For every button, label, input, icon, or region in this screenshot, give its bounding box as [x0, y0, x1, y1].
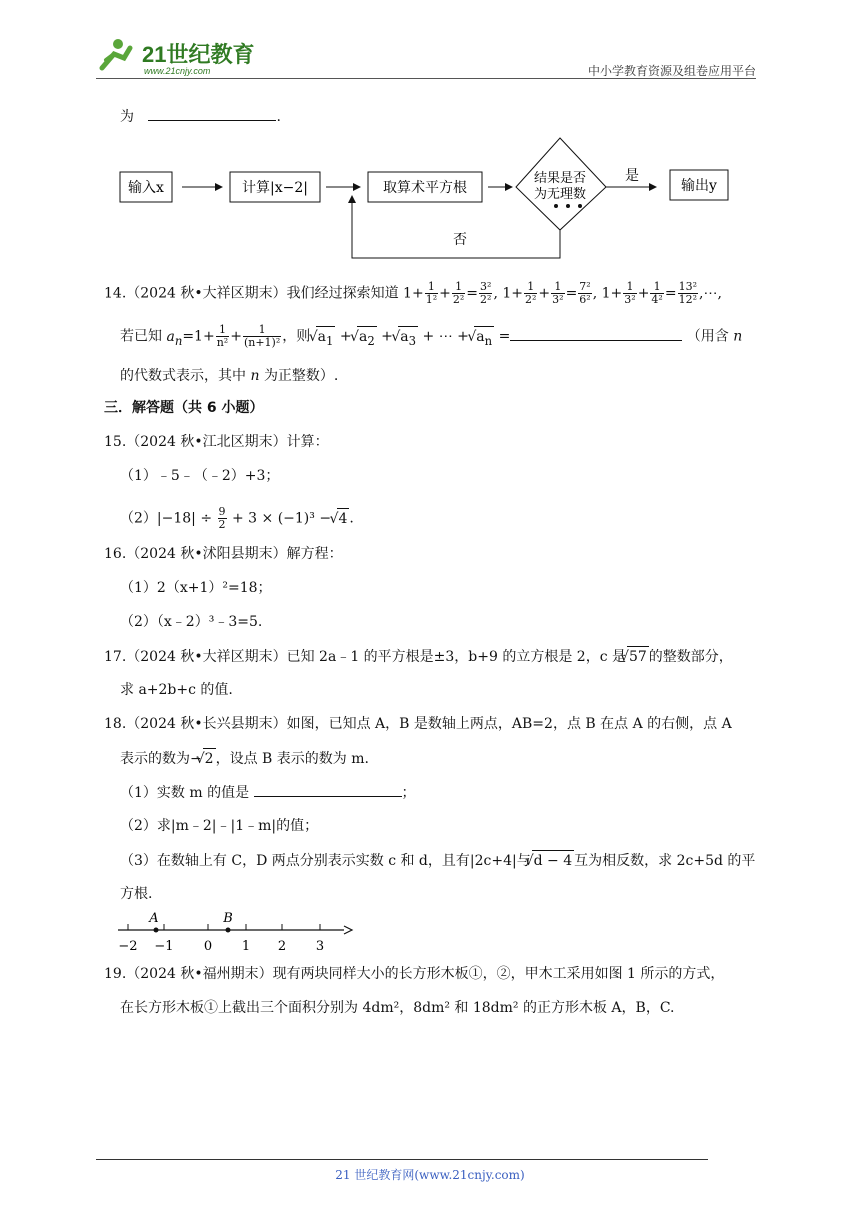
q13-answer-blank[interactable] [148, 106, 276, 121]
tick-label-neg2: −2 [118, 939, 138, 954]
q16-part2: （2）（x﹣2）³﹣3=5. [120, 614, 263, 630]
flow-yes-label: 是 [625, 168, 639, 184]
q19-line1: 19.（2024 秋•福州期末）现有两块同样大小的长方形木板①，②，甲木工采用如图 1 所示的方式， [104, 966, 725, 982]
q15-part2: （2）|−18| ÷ $\frac{9}{2}$ + 3 × (−1)³ − √ 4 . [120, 506, 354, 531]
q18-line2: 表示的数为−√ 2 ，设点 B 表示的数为 m. [120, 748, 369, 769]
q18-part3-line2: 方根. [120, 886, 153, 902]
tick-label-neg1: −1 [154, 939, 174, 954]
header-divider [96, 78, 756, 79]
flow-decision-line2: 为无理数 [533, 187, 587, 202]
flowchart [116, 134, 736, 264]
flow-sqrt-label: 取算术平方根 [383, 180, 467, 196]
q18-answer-blank[interactable] [254, 782, 402, 797]
q17-line2: 求 a+2b+c 的值. [120, 682, 233, 698]
point-a-dot [154, 928, 159, 933]
section-title: 三．解答题（共 6 小题） [104, 400, 264, 416]
q14-answer-blank[interactable] [510, 326, 682, 341]
flow-decision-line1: 结果是否 [533, 171, 587, 186]
flow-compute-label: 计算|x−2| [242, 180, 308, 196]
tick-label-2: 2 [277, 939, 287, 954]
footer-link[interactable]: 21 世纪教育网(www.21cnjy.com) [335, 1168, 525, 1182]
q15-part1: （1）﹣5﹣（﹣2）+3； [120, 468, 280, 484]
platform-name: 中小学教育资源及组卷应用平台 [587, 64, 756, 78]
runner-icon [102, 39, 130, 68]
flow-input-label: 输入x [128, 180, 164, 196]
q16-stem: 16.（2024 秋•沭阳县期末）解方程： [104, 546, 343, 562]
q18-part1: （1）实数 m 的值是 ； [120, 782, 416, 803]
point-b-label: B [223, 911, 233, 926]
q17-line1: 17.（2024 秋•大祥区期末）已知 2a﹣1 的平方根是±3，b+9 的立方根是 2，c 是√ 57 的整数部分， [104, 646, 733, 667]
q14-line3: 的代数式表示，其中 n 为正整数）. [120, 368, 339, 384]
q19-line2: 在长方形木板①上截出三个面积分别为 4dm²，8dm² 和 18dm² 的正方形木板 A，B，C. [120, 1000, 675, 1016]
q14-line1: 14.（2024 秋•大祥区期末）我们经过探索知道 1+ $\frac{1}{\text{1²}}$ + $\frac{1}{\text{2²}}$ = $\frac{\text{3²}}{\text{2²}}$ , 1+ $\frac{1}{\text{2²}}$ + $\frac{1}{\text{3²}}$ = $\frac{\text{7²}}{\text{6²}}$ , 1+ $\frac{1}{\text{3²}}$ + $\frac{1}{\text{4²}}$ = $\frac{\text{13²}}{\text{12²}}$ ,⋯, [104, 280, 722, 306]
q14-line2: 若已知 $a_n=1+$ $\frac{1}{\text{n²}}$ + $\frac{1}{\text{(n+1)²}}$ ，则 √ $a_1$ + √ $a_2$ + √ $a_3$ + ⋯ + √ $a_n$ = （用含 n [120, 324, 742, 350]
q18-line1: 18.（2024 秋•长兴县期末）如图，已知点 A，B 是数轴上两点，AB=2，点 B 在点 A 的右侧，点 A [104, 716, 732, 732]
flow-no-label: 否 [453, 232, 467, 248]
q16-part1: （1）2（x+1）²=18； [120, 580, 272, 596]
tick-label-3: 3 [315, 939, 325, 954]
point-b-dot [226, 928, 231, 933]
logo-url: www.21cnjy.com [144, 66, 211, 76]
flow-output-label: 输出y [681, 178, 717, 194]
number-line [114, 908, 354, 954]
tick-label-0: 0 [203, 939, 213, 954]
site-logo [96, 34, 266, 78]
q18-part3-line1: （3）在数轴上有 C，D 两点分别表示实数 c 和 d，且有|2c+4|与√ d − 4 互为相反数，求 2c+5d 的平 [120, 850, 755, 871]
q13-answer-line: 为 . [120, 106, 281, 127]
tick-label-1: 1 [241, 939, 251, 954]
logo-text: 21世纪教育 [142, 42, 255, 67]
q18-part2: （2）求|m﹣2|﹣|1﹣m|的值； [120, 818, 319, 834]
point-a-label: A [149, 911, 159, 926]
q15-stem: 15.（2024 秋•江北区期末）计算： [104, 434, 329, 450]
footer-divider [96, 1159, 708, 1160]
